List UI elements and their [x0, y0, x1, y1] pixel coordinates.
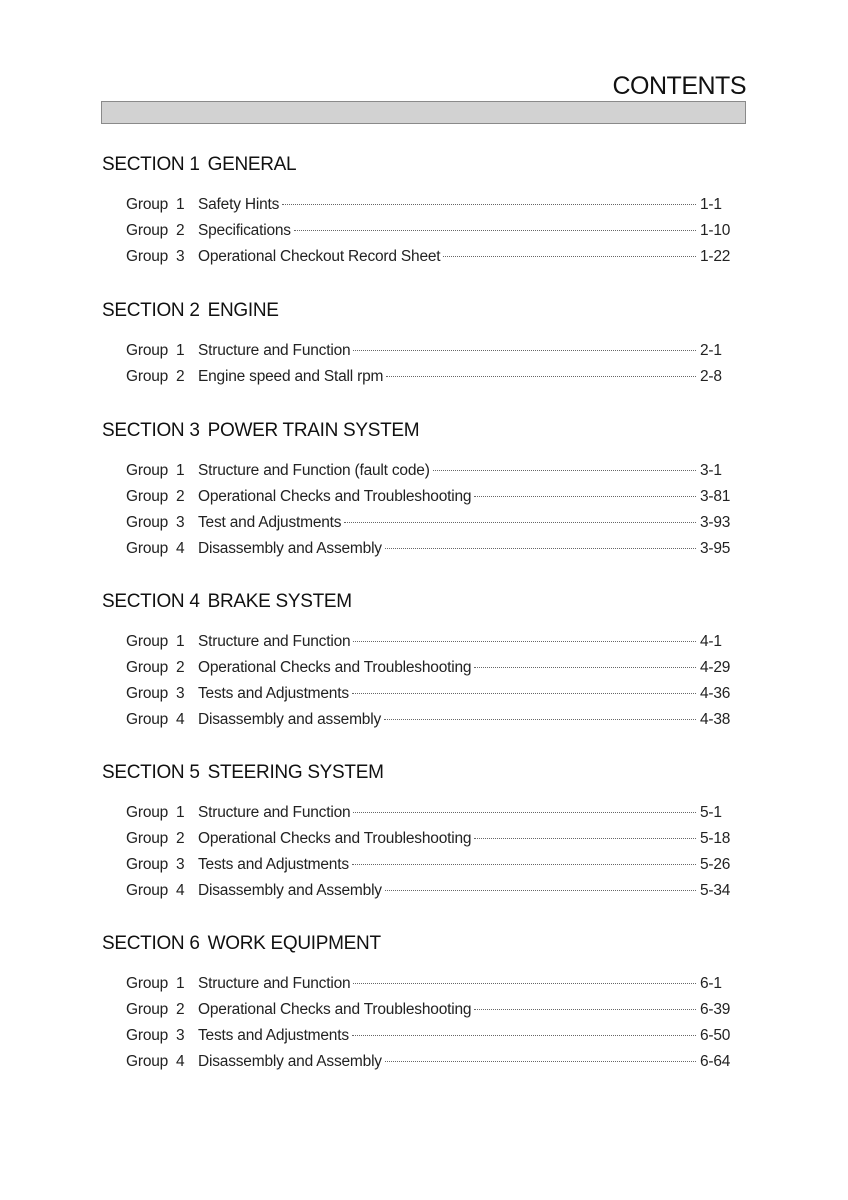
section-heading	[102, 418, 742, 444]
dot-leader	[344, 521, 696, 523]
toc-entry[interactable]	[126, 510, 738, 536]
group-number: 4	[176, 882, 185, 899]
section-label: SECTION 3	[102, 420, 200, 441]
section-name: POWER TRAIN SYSTEM	[207, 420, 420, 441]
group-list	[126, 458, 738, 562]
group-number: 1	[176, 462, 185, 479]
group-list	[126, 338, 738, 390]
group-word: Group	[126, 659, 169, 676]
page-number: 5-26	[700, 856, 731, 873]
toc-entry[interactable]	[126, 878, 738, 904]
group-number: 4	[176, 711, 185, 728]
group-title: Structure and Function	[198, 804, 351, 821]
group-word: Group	[126, 488, 169, 505]
group-number: 2	[176, 222, 185, 239]
dot-leader	[352, 1034, 696, 1036]
dot-leader	[282, 203, 696, 205]
group-word: Group	[126, 1027, 169, 1044]
page-number: 3-93	[700, 514, 731, 531]
page-number: 6-64	[700, 1053, 731, 1070]
dot-leader	[474, 837, 696, 839]
section-heading	[102, 298, 742, 324]
group-word: Group	[126, 856, 169, 873]
toc-entry[interactable]	[126, 997, 738, 1023]
group-word: Group	[126, 462, 169, 479]
group-word: Group	[126, 804, 169, 821]
dot-leader	[353, 811, 696, 813]
group-number: 1	[176, 633, 185, 650]
toc-entry[interactable]	[126, 458, 738, 484]
dot-leader	[385, 889, 696, 891]
group-word: Group	[126, 514, 169, 531]
toc-entry[interactable]	[126, 192, 738, 218]
group-word: Group	[126, 685, 169, 702]
section-name: WORK EQUIPMENT	[207, 933, 381, 954]
dot-leader	[474, 666, 696, 668]
dot-leader	[386, 375, 696, 377]
toc-section	[102, 760, 742, 899]
group-word: Group	[126, 540, 169, 557]
page-number: 6-50	[700, 1027, 731, 1044]
toc-entry[interactable]	[126, 800, 738, 826]
dot-leader	[353, 349, 696, 351]
group-number: 1	[176, 342, 185, 359]
page-number: 4-38	[700, 711, 731, 728]
group-title: Engine speed and Stall rpm	[198, 368, 384, 385]
dot-leader	[353, 640, 696, 642]
toc-section	[102, 418, 742, 557]
toc-section	[102, 152, 742, 265]
group-title: Tests and Adjustments	[198, 1027, 349, 1044]
toc-entry[interactable]	[126, 629, 738, 655]
group-word: Group	[126, 248, 169, 265]
group-number: 3	[176, 1027, 185, 1044]
group-title: Operational Checks and Troubleshooting	[198, 659, 472, 676]
page-number: 4-1	[700, 633, 722, 650]
group-number: 1	[176, 196, 185, 213]
group-number: 2	[176, 488, 185, 505]
group-number: 1	[176, 804, 185, 821]
group-number: 4	[176, 1053, 185, 1070]
toc-entry[interactable]	[126, 1049, 738, 1075]
group-word: Group	[126, 1001, 169, 1018]
toc-entry[interactable]	[126, 536, 738, 562]
page-number: 1-22	[700, 248, 731, 265]
section-name: GENERAL	[207, 154, 297, 175]
group-title: Operational Checks and Troubleshooting	[198, 488, 472, 505]
dot-leader	[385, 1060, 696, 1062]
page-number: 2-1	[700, 342, 722, 359]
page-number: 1-10	[700, 222, 731, 239]
dot-leader	[352, 692, 696, 694]
section-name: STEERING SYSTEM	[207, 762, 384, 783]
group-title: Disassembly and assembly	[198, 711, 381, 728]
toc-entry[interactable]	[126, 655, 738, 681]
group-number: 3	[176, 514, 185, 531]
dot-leader	[353, 982, 696, 984]
group-title: Structure and Function	[198, 975, 351, 992]
dot-leader	[384, 718, 696, 720]
toc-section	[102, 931, 742, 1070]
page-number: 5-34	[700, 882, 731, 899]
section-name: ENGINE	[207, 300, 279, 321]
group-word: Group	[126, 830, 169, 847]
group-list	[126, 800, 738, 904]
toc-entry[interactable]	[126, 338, 738, 364]
page-number: 6-1	[700, 975, 722, 992]
group-title: Disassembly and Assembly	[198, 882, 382, 899]
group-number: 3	[176, 248, 185, 265]
section-heading	[102, 931, 742, 957]
toc-entry[interactable]	[126, 484, 738, 510]
group-title: Operational Checkout Record Sheet	[198, 248, 441, 265]
group-word: Group	[126, 882, 169, 899]
toc-entry[interactable]	[126, 681, 738, 707]
section-heading	[102, 589, 742, 615]
dot-leader	[352, 863, 696, 865]
group-title: Tests and Adjustments	[198, 685, 349, 702]
group-title: Disassembly and Assembly	[198, 540, 382, 557]
toc-entry[interactable]	[126, 971, 738, 997]
section-label: SECTION 1	[102, 154, 200, 175]
toc-entry[interactable]	[126, 707, 738, 733]
title-bar	[101, 101, 746, 124]
group-title: Specifications	[198, 222, 291, 239]
group-word: Group	[126, 196, 169, 213]
group-word: Group	[126, 711, 169, 728]
page-number: 3-81	[700, 488, 731, 505]
section-label: SECTION 2	[102, 300, 200, 321]
group-word: Group	[126, 633, 169, 650]
group-title: Safety Hints	[198, 196, 280, 213]
section-heading	[102, 152, 742, 178]
group-number: 2	[176, 1001, 185, 1018]
page-number: 4-29	[700, 659, 731, 676]
group-number: 2	[176, 659, 185, 676]
group-word: Group	[126, 222, 169, 239]
page-number: 4-36	[700, 685, 731, 702]
toc-entry[interactable]	[126, 218, 738, 244]
section-label: SECTION 6	[102, 933, 200, 954]
dot-leader	[474, 1008, 696, 1010]
group-title: Operational Checks and Troubleshooting	[198, 830, 472, 847]
section-heading	[102, 760, 742, 786]
group-title: Operational Checks and Troubleshooting	[198, 1001, 472, 1018]
page-number: 5-18	[700, 830, 731, 847]
section-label: SECTION 5	[102, 762, 200, 783]
page-number: 2-8	[700, 368, 722, 385]
group-word: Group	[126, 1053, 169, 1070]
toc-entry[interactable]	[126, 244, 738, 270]
group-number: 2	[176, 368, 185, 385]
toc-section	[102, 298, 742, 385]
toc-entry[interactable]	[126, 826, 738, 852]
group-number: 3	[176, 685, 185, 702]
group-title: Test and Adjustments	[198, 514, 342, 531]
group-word: Group	[126, 975, 169, 992]
page-number: 6-39	[700, 1001, 731, 1018]
group-title: Disassembly and Assembly	[198, 1053, 382, 1070]
group-word: Group	[126, 368, 169, 385]
group-title: Structure and Function (fault code)	[198, 462, 430, 479]
group-number: 3	[176, 856, 185, 873]
dot-leader	[385, 547, 696, 549]
group-title: Structure and Function	[198, 342, 351, 359]
dot-leader	[443, 255, 696, 257]
group-number: 1	[176, 975, 185, 992]
section-name: BRAKE SYSTEM	[207, 591, 352, 612]
group-word: Group	[126, 342, 169, 359]
group-list	[126, 971, 738, 1075]
page-number: 5-1	[700, 804, 722, 821]
group-title: Tests and Adjustments	[198, 856, 349, 873]
group-title: Structure and Function	[198, 633, 351, 650]
toc-entry[interactable]	[126, 1023, 738, 1049]
page-number: 3-1	[700, 462, 722, 479]
page-title: CONTENTS	[612, 72, 746, 100]
toc-section	[102, 589, 742, 728]
group-number: 2	[176, 830, 185, 847]
group-list	[126, 629, 738, 733]
dot-leader	[294, 229, 696, 231]
section-label: SECTION 4	[102, 591, 200, 612]
group-number: 4	[176, 540, 185, 557]
toc-entry[interactable]	[126, 364, 738, 390]
dot-leader	[433, 469, 696, 471]
toc-entry[interactable]	[126, 852, 738, 878]
dot-leader	[474, 495, 696, 497]
page-number: 3-95	[700, 540, 731, 557]
group-list	[126, 192, 738, 270]
page-number: 1-1	[700, 196, 722, 213]
